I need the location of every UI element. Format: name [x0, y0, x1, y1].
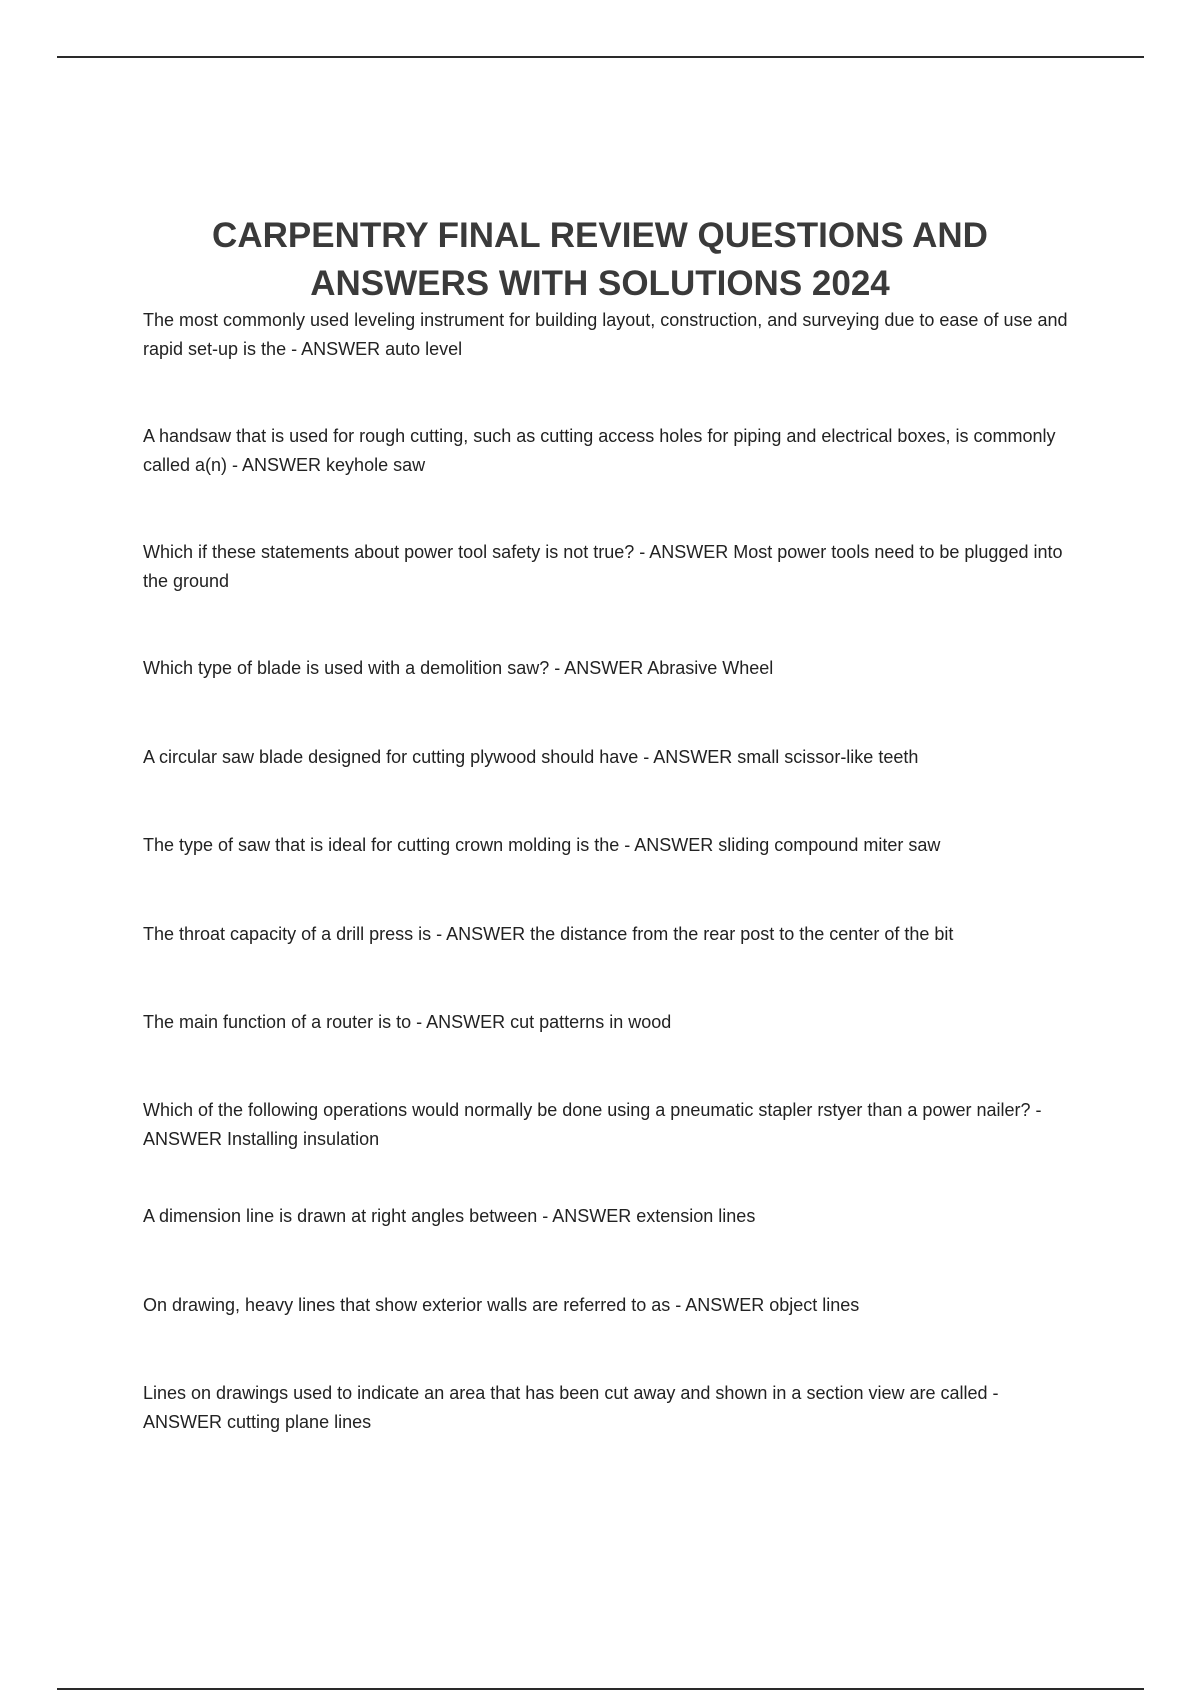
qa-item-3: Which if these statements about power tool safety is not true? - ANSWER Most power tools need to be plugged into the ground — [143, 542, 1063, 591]
qa-item-4: Which type of blade is used with a demolition saw? - ANSWER Abrasive Wheel — [143, 658, 774, 678]
qa-item-1: The most commonly used leveling instrument for building layout, construction, and surveying due to ease of use and rapid set-up is the - ANSWER auto level — [143, 310, 1068, 359]
qa-item-2: A handsaw that is used for rough cutting, such as cutting access holes for piping and electrical boxes, is commonly called a(n) - ANSWER keyhole saw — [143, 426, 1056, 475]
document-title — [120, 212, 1080, 308]
qa-item-11: On drawing, heavy lines that show exterior walls are referred to as - ANSWER object lines — [143, 1295, 860, 1315]
qa-item-8: The main function of a router is to - ANSWER cut patterns in wood — [143, 1012, 672, 1032]
qa-item-10: A dimension line is drawn at right angles between - ANSWER extension lines — [143, 1206, 756, 1226]
qa-item-6: The type of saw that is ideal for cutting crown molding is the - ANSWER sliding compound miter saw — [143, 835, 941, 855]
document-title-line-1: CARPENTRY FINAL REVIEW QUESTIONS AND — [212, 216, 988, 255]
qa-item-12: Lines on drawings used to indicate an area that has been cut away and shown in a section view are called - ANSWER cutting plane lines — [143, 1383, 999, 1432]
qa-item-7: The throat capacity of a drill press is - ANSWER the distance from the rear post to the center of the bit — [143, 924, 954, 944]
qa-item-9: Which of the following operations would normally be done using a pneumatic stapler rstyer than a power nailer? - ANSWER Installing insulation — [143, 1100, 1042, 1149]
qa-item-5: A circular saw blade designed for cutting plywood should have - ANSWER small scissor-like teeth — [143, 747, 919, 767]
header-rule — [57, 56, 1144, 58]
footer-rule — [57, 1688, 1144, 1690]
document-title-line-2: ANSWERS WITH SOLUTIONS 2024 — [310, 264, 890, 303]
